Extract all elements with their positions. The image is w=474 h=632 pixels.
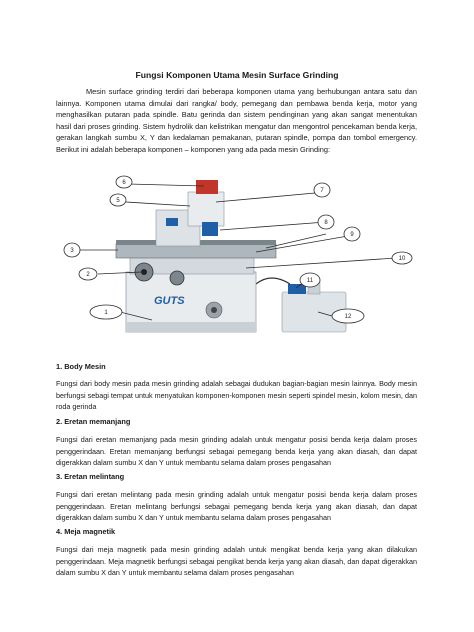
callout-6-label: 6 <box>122 180 126 186</box>
section-4-body: Fungsi dari meja magnetik pada mesin grinding adalah untuk mengikat benda kerja yang akan dilakukan penggerindaan. Meja magnetik berfungsi sebagai pengikat benda kerja yang akan diasah, dan dapat digerakkan dalam sumbu X dan Y untuk membantu selama dalam proses pengasahan <box>56 545 417 578</box>
callout-9-label: 9 <box>350 232 354 238</box>
callout-2-label: 2 <box>86 272 90 278</box>
callout-1-label: 1 <box>104 310 108 316</box>
section-1-heading: 1. Body Mesin <box>56 362 106 371</box>
callout-3-label: 3 <box>70 248 74 254</box>
callout-10-label: 10 <box>398 256 406 262</box>
callout-7-label: 7 <box>320 188 324 194</box>
spindle-motor <box>196 180 218 194</box>
machine-figure <box>56 172 418 348</box>
callout-8-label: 8 <box>324 220 328 226</box>
control-panel <box>166 218 178 226</box>
section-3-body: Fungsi dari eretan melintang pada mesin grinding adalah untuk mengatur posisi benda kerja dalam proses penggerindaan. Eretan melintang berfungsi sebagai pemegang benda kerja yang akan diasah, dan dapat digerakkan dalam sumbu X dan Y untuk membantu selama dalam proses pengasahan <box>56 490 417 523</box>
document-title: Fungsi Komponen Utama Mesin Surface Grinding <box>135 70 339 80</box>
spindle-head <box>188 192 224 226</box>
section-1-body: Fungsi dari body mesin pada mesin grinding adalah sebagai dudukan bagian-bagian mesin lainnya. Body mesin berfungsi sebagi tempat untuk menyatukan komponen-komponen mesin seperti spindel mesin, kolom mesin, dan roda gerinda <box>56 379 417 412</box>
base-plinth <box>126 322 256 332</box>
intro-paragraph: Mesin surface grinding terdiri dari beberapa komponen utama yang berhubungan antara satu dan lainnya. Komponen utama dimulai dari rangka/ body, pemegang dan pembawa benda kerja, motor yang menghasilkan putaran pada spindle. Batu gerinda dan sistem pendinginan yang akan sangat menentukan hasil dari proses grinding. Sistem hydrolik dan kelistrikan mengatur dan mengontrol pencekaman benda kerja, gerakan langkah sumbu X, Y dan kedalaman pemakanan, putaran spindle, pompa dan tombol emergency. Berikut ini adalah beberapa komponen – komponen yang ada pada mesin Grinding: <box>56 87 417 154</box>
wheel-guard <box>202 222 218 236</box>
section-4-heading: 4. Meja magnetik <box>56 527 116 536</box>
hydraulic-hose <box>256 278 290 284</box>
section-3-heading: 3. Eretan melintang <box>56 472 125 481</box>
cross-handwheel <box>170 271 184 285</box>
handwheel-hub <box>211 307 217 313</box>
callout-11-label: 11 <box>306 278 314 284</box>
callout-12-label: 12 <box>344 314 352 320</box>
section-2-body: Fungsi dari eretan memanjang pada mesin grinding adalah untuk mengatur posisi benda kerja dalam proses penggerindaan. Eretan memanjang berfungsi sebagai pemegang benda kerja yang akan diasah, dan dapat digerakkan dalam sumbu X dan Y untuk membantu selama dalam proses pengasahan <box>56 435 417 468</box>
section-2-heading: 2. Eretan memanjang <box>56 417 131 426</box>
callout-5-label: 5 <box>116 198 120 204</box>
machine-brand: GUTS <box>154 295 185 307</box>
